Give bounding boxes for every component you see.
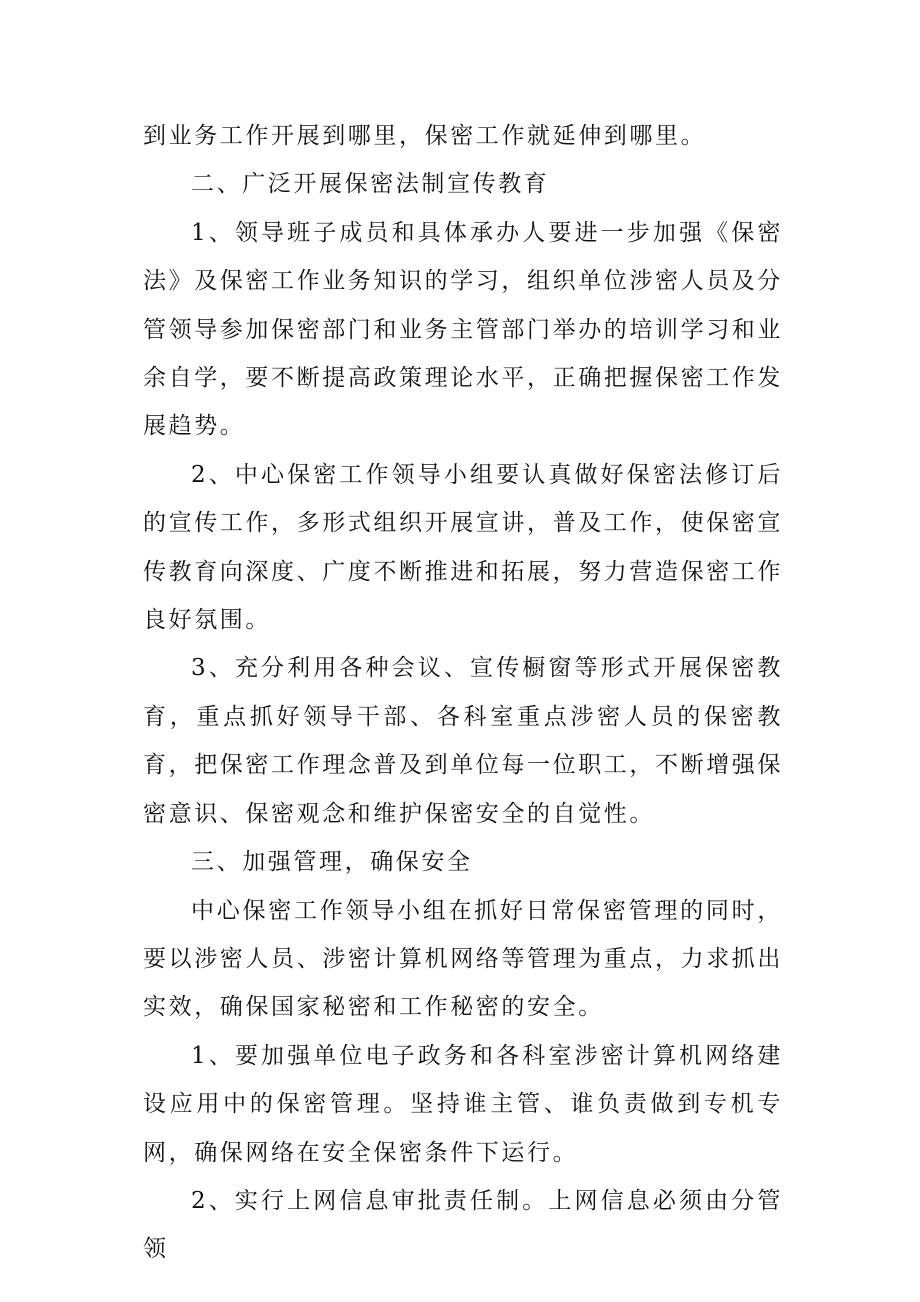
- section-heading-3: 三、加强管理，确保安全: [191, 849, 473, 876]
- paragraph-item-3: 3、充分利用各种会议、宣传橱窗等形式开展保密教育，重点抓好领导干部、各科室重点涉密人员的保密教育，把保密工作理念普及到单位每一位职工，不断增强保密意识、保密观念和维护保密安全的自觉性。: [143, 655, 783, 827]
- paragraph-item-1b: 1、要加强单位电子政务和各科室涉密计算机网络建设应用中的保密管理。坚持谁主管、谁负责做到专机专网，确保网络在安全保密条件下运行。: [143, 1042, 783, 1166]
- paragraph-continuation: 到业务工作开展到哪里，保密工作就延伸到哪里。: [143, 123, 707, 149]
- paragraph-item-2b: 2、实行上网信息审批责任制。上网信息必须由分管领: [143, 1187, 783, 1263]
- paragraph-item-2: 2、中心保密工作领导小组要认真做好保密法修订后的宣传工作，多形式组织开展宣讲，普及工作，使保密宣传教育向深度、广度不断推进和拓展，努力营造保密工作良好氛围。: [143, 461, 783, 634]
- section-heading-2: 二、广泛开展保密法制宣传教育: [191, 171, 550, 198]
- document-body: [143, 112, 783, 1274]
- paragraph-item-1: 1、领导班子成员和具体承办人要进一步加强《保密法》及保密工作业务知识的学习，组织单位涉密人员及分管领导参加保密部门和业务主管部门举办的培训学习和业余自学，要不断提高政策理论水平，正确把握保密工作发展趋势。: [143, 219, 783, 440]
- paragraph-intro: 中心保密工作领导小组在抓好日常保密管理的同时，要以涉密人员、涉密计算机网络等管理为重点，力求抓出实效，确保国家秘密和工作秘密的安全。: [143, 897, 783, 1021]
